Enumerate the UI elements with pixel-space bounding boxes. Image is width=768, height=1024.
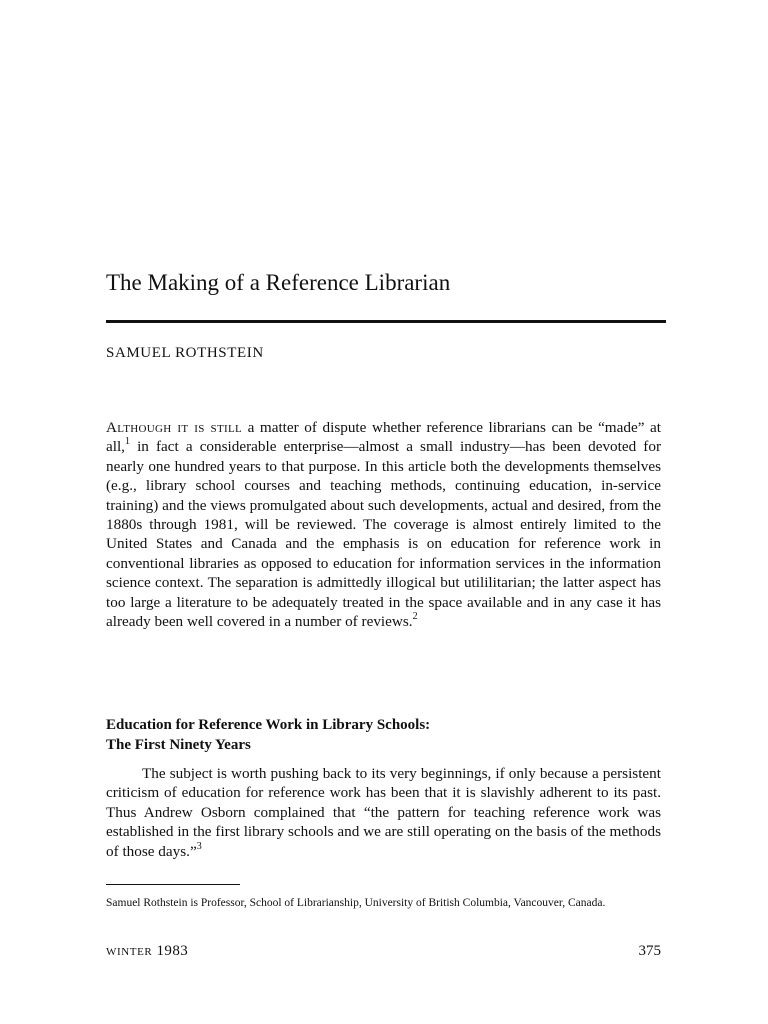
section-text: The subject is worth pushing back to its very beginnings, if only because a persistent criticism of education for reference work has been that it is slavishly adherent to its past. Thus Andrew Osborn complained that “the pattern for teaching reference work was established in the first library schools and we are still operating on the basis of the methods of those days.” [106,765,661,860]
footnote-marker-1: 1 [124,436,130,448]
page-number: 375 [638,943,661,959]
article-title: The Making of a Reference Librarian [106,270,451,295]
section-heading-line1: Education for Reference Work in Library Schools: [106,717,431,733]
issue-year: 1983 [156,943,189,959]
intro-text-part1: a matter of dispute whether reference librarians can be “made” at all, [106,419,661,456]
section-heading [106,716,661,755]
issue-season: winter [106,943,153,959]
section-paragraph [106,764,661,861]
title-rule [106,320,666,323]
author-footnote: Samuel Rothstein is Professor, School of Librarianship, University of British Columbia, Vancouver, Canada. [106,897,606,909]
intro-lead-small-caps: Although it is still [106,419,242,436]
author-name: SAMUEL ROTHSTEIN [106,345,264,361]
issue-date [106,943,188,960]
intro-text-part2: in fact a considerable enterprise—almost a small industry—has been devoted for nearly one hundred years to that purpose. In this article both the developments themselves (e.g., library school courses and teaching methods, continuing education, in-service training) and the views promulgated about such developments, actual and desired, from the 1880s through 1981, will be reviewed. The coverage is almost entirely limited to the United States and Canada and the emphasis is on education for reference work in conventional libraries as opposed to education for information services in the information science context. The separation is admittedly illogical but utililitarian; the latter aspect has too large a literature to be adequately treated in the space available and in any case it has already been well covered in a number of reviews. [106,438,661,631]
footnote-marker-3: 3 [196,840,202,852]
intro-paragraph [106,418,661,631]
footnote-marker-2: 2 [412,611,418,622]
footnote-rule [106,884,240,885]
section-heading-line2: The First Ninety Years [106,736,251,753]
